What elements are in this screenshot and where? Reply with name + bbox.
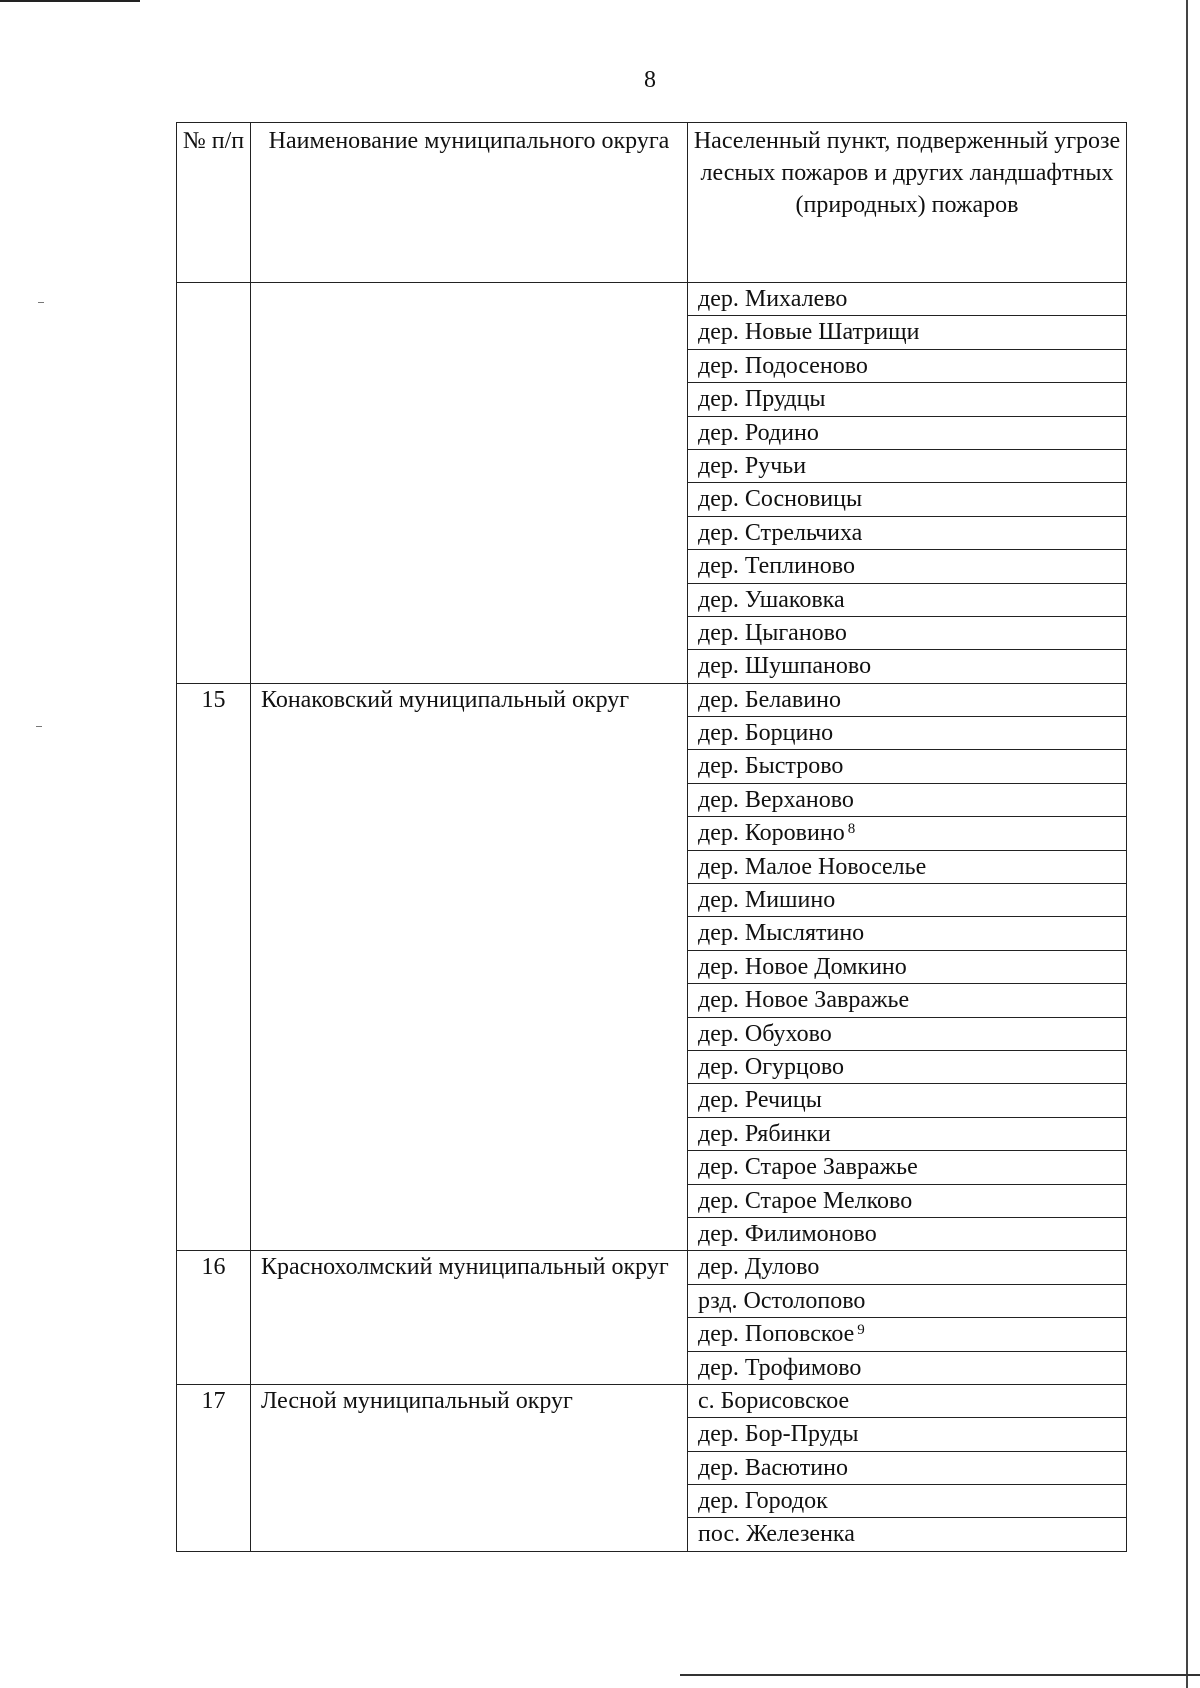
settlement-name: дер. Ушаковка [698,586,845,613]
settlement-name: дер. Белавино [698,686,841,713]
settlement-name: дер. Быстрово [698,753,844,780]
settlement-name: дер. Прудцы [698,386,826,413]
settlement-name: дер. Обухово [698,1020,832,1047]
settlement-name: дер. Шушпаново [698,653,872,680]
settlement-cell [688,1351,1127,1384]
row-number: 17 [177,1384,251,1551]
scan-speck [38,302,44,303]
settlement-name: дер. Бор-Пруды [698,1421,859,1448]
settlement-cell [688,550,1127,583]
settlement-cell [688,283,1127,316]
settlement-name: дер. Борцино [698,720,834,747]
settlement-cell [688,850,1127,883]
settlement-name: дер. Новое Домкино [698,953,907,980]
settlement-name: рзд. Остолопово [698,1287,866,1314]
settlement-name: дер. Мыслятино [698,920,865,947]
table-header-row [177,123,1127,283]
settlement-cell [688,783,1127,816]
settlement-name: дер. Родино [698,419,819,446]
settlement-name: дер. Старое Завражье [698,1154,918,1181]
footnote-marker: 8 [847,821,856,838]
settlement-name: дер. Васютино [698,1454,848,1481]
settlement-name: дер. Рябинки [698,1120,831,1147]
settlement-name: дер. Цыганово [698,619,847,646]
header-num: № п/п [177,123,251,283]
scan-edge-mark [680,1674,1200,1676]
settlement-cell [688,383,1127,416]
footnote-marker: 9 [857,1322,865,1339]
settlement-name: дер. Речицы [698,1087,822,1114]
settlement-name: дер. Огурцово [698,1053,845,1080]
settlement-name: пос. Железенка [698,1521,855,1548]
settlement-name: дер. Поповское [698,1321,855,1348]
settlement-cell [688,1050,1127,1083]
settlement-cell [688,1451,1127,1484]
scan-edge-mark [0,0,140,2]
district-name: Лесной муниципальный округ [251,1384,688,1551]
settlement-cell [688,1418,1127,1451]
header-settlement: Населенный пункт, подверженный угрозе лесных пожаров и других ландшафтных (природных) пожаров [688,123,1127,283]
settlement-cell [688,717,1127,750]
header-district: Наименование муниципального округа [251,123,688,283]
settlement-cell [688,416,1127,449]
scan-speck [36,726,42,727]
table-row [177,683,1127,716]
district-name: Краснохолмский муниципальный округ [251,1251,688,1385]
settlement-cell [688,650,1127,683]
district-name [251,283,688,684]
settlement-cell [688,1284,1127,1317]
settlement-name: дер. Михалево [698,286,848,312]
table-body [177,283,1127,1552]
settlement-name: с. Борисовское [698,1387,850,1414]
row-number: 16 [177,1251,251,1385]
settlement-cell [688,1485,1127,1518]
settlement-cell [688,1151,1127,1184]
settlement-cell [688,1184,1127,1217]
settlement-name: дер. Сосновицы [698,486,863,513]
table-row [177,1251,1127,1284]
settlement-name: дер. Стрельчиха [698,519,863,546]
page-number: 8 [644,67,656,93]
settlement-name: дер. Коровино [698,820,845,847]
settlement-name: дер. Новые Шатрищи [698,319,920,346]
settlement-cell [688,583,1127,616]
settlement-cell [688,1251,1127,1284]
settlement-cell [688,449,1127,482]
settlement-name: дер. Ручьи [698,452,807,479]
settlement-cell [688,750,1127,783]
settlement-cell [688,516,1127,549]
settlement-cell [688,1117,1127,1150]
settlement-name: дер. Теплиново [698,553,855,580]
settlement-cell [688,1084,1127,1117]
settlement-cell [688,1318,1127,1351]
settlement-cell [688,1518,1127,1551]
settlement-cell [688,917,1127,950]
settlement-name: дер. Малое Новоселье [698,853,927,880]
settlement-cell [688,884,1127,917]
settlement-cell [688,950,1127,983]
settlement-name: дер. Городок [698,1488,828,1515]
settlement-cell [688,349,1127,382]
settlement-cell [688,616,1127,649]
settlement-name: дер. Филимоново [698,1220,877,1247]
row-number [177,283,251,684]
settlements-table [176,122,1127,1552]
settlement-cell [688,817,1127,850]
table-row [177,1384,1127,1417]
settlement-name: дер. Подосеново [698,352,868,379]
settlement-cell [688,683,1127,716]
row-number: 15 [177,683,251,1251]
settlement-cell [688,316,1127,349]
settlement-cell [688,483,1127,516]
settlement-cell [688,1217,1127,1250]
settlement-cell [688,1017,1127,1050]
settlement-name: дер. Дулово [698,1254,820,1281]
settlement-cell [688,984,1127,1017]
settlement-name: дер. Верханово [698,786,854,813]
scan-edge-mark [1186,0,1188,1688]
settlement-cell [688,1384,1127,1417]
settlement-name: дер. Новое Завражье [698,987,910,1014]
settlement-name: дер. Трофимово [698,1354,862,1381]
table-row [177,283,1127,316]
settlement-name: дер. Мишино [698,887,836,914]
settlement-name: дер. Старое Мелково [698,1187,913,1214]
district-name: Конаковский муниципальный округ [251,683,688,1251]
